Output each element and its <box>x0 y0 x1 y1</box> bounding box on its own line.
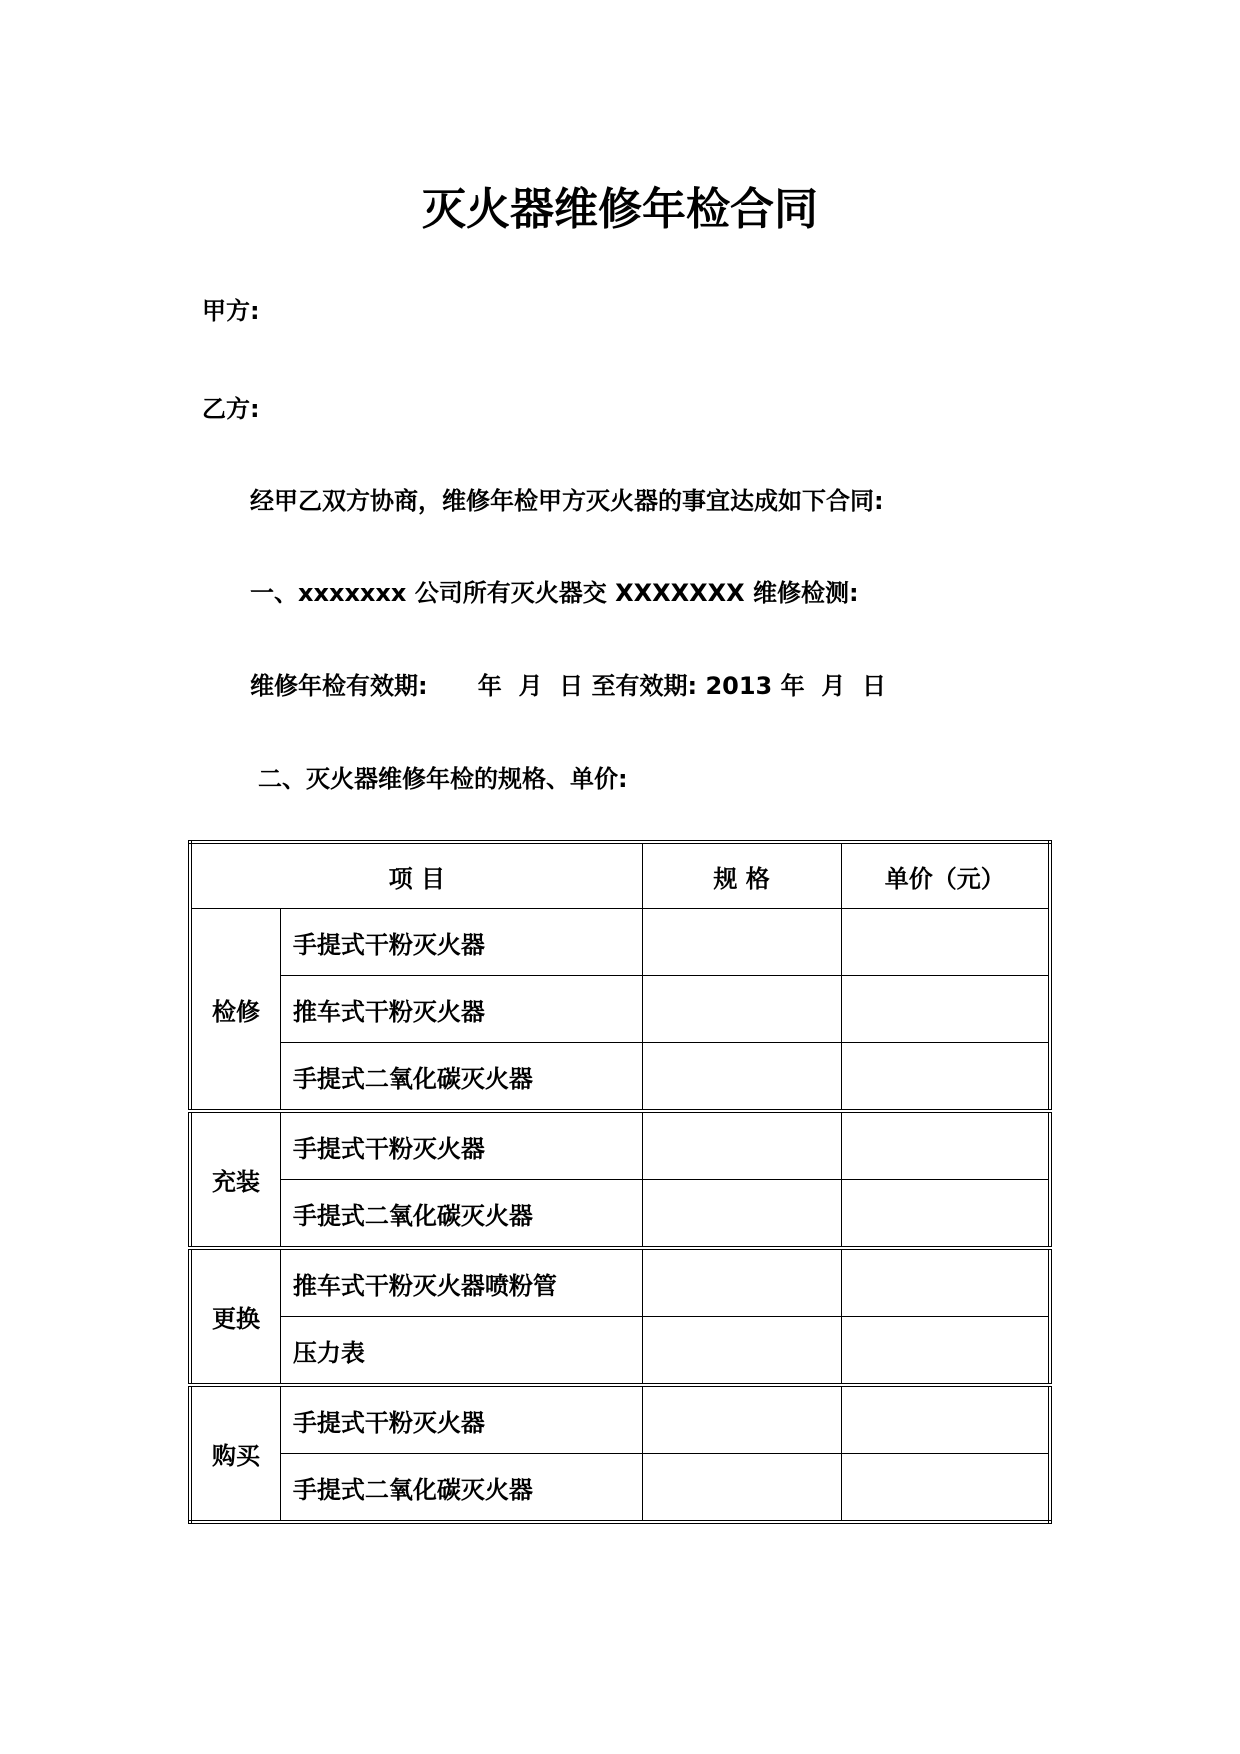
party-a-label: 甲方: <box>202 297 260 325</box>
category-cell: 更换 <box>190 1248 280 1385</box>
table-header-row <box>190 842 1050 909</box>
clause-one: 一、xxxxxxx 公司所有灭火器交 XXXXXXX 维修检测: <box>250 579 859 607</box>
table-row <box>190 1180 1050 1249</box>
price-cell <box>841 1248 1050 1317</box>
item-cell: 手提式二氧化碳灭火器 <box>280 1043 642 1112</box>
spec-cell <box>642 1248 841 1317</box>
validity-line: 维修年检有效期: 年 月 日 至有效期: 2013 年 月 日 <box>250 672 887 700</box>
table-row <box>190 1248 1050 1317</box>
item-cell: 手提式二氧化碳灭火器 <box>280 1180 642 1249</box>
header-item: 项 目 <box>190 842 642 909</box>
item-cell: 手提式二氧化碳灭火器 <box>280 1454 642 1523</box>
price-cell <box>841 976 1050 1043</box>
price-cell <box>841 1111 1050 1180</box>
price-cell <box>841 909 1050 976</box>
spec-cell <box>642 1180 841 1249</box>
spec-cell <box>642 1043 841 1112</box>
spec-cell <box>642 1317 841 1386</box>
contract-title: 灭火器维修年检合同 <box>422 184 818 235</box>
item-cell: 手提式干粉灭火器 <box>280 909 642 976</box>
category-cell: 检修 <box>190 909 280 1112</box>
price-cell <box>841 1454 1050 1523</box>
header-spec: 规 格 <box>642 842 841 909</box>
price-table <box>188 840 1052 1524</box>
clause-two: 二、灭火器维修年检的规格、单价: <box>258 765 628 793</box>
item-cell: 推车式干粉灭火器 <box>280 976 642 1043</box>
party-b-label: 乙方: <box>202 395 260 423</box>
table-row <box>190 1043 1050 1112</box>
price-cell <box>841 1180 1050 1249</box>
table-row <box>190 1111 1050 1180</box>
price-cell <box>841 1043 1050 1112</box>
intro-paragraph: 经甲乙双方协商，维修年检甲方灭火器的事宜达成如下合同: <box>250 487 884 515</box>
spec-cell <box>642 909 841 976</box>
table-row <box>190 1454 1050 1523</box>
table-row <box>190 976 1050 1043</box>
price-cell <box>841 1385 1050 1454</box>
price-cell <box>841 1317 1050 1386</box>
table-row <box>190 1317 1050 1386</box>
spec-cell <box>642 1385 841 1454</box>
item-cell: 手提式干粉灭火器 <box>280 1111 642 1180</box>
spec-cell <box>642 1111 841 1180</box>
item-cell: 压力表 <box>280 1317 642 1386</box>
header-price: 单价（元） <box>841 842 1050 909</box>
item-cell: 推车式干粉灭火器喷粉管 <box>280 1248 642 1317</box>
table-row <box>190 1385 1050 1454</box>
spec-cell <box>642 976 841 1043</box>
category-cell: 充装 <box>190 1111 280 1248</box>
table-row <box>190 909 1050 976</box>
category-cell: 购买 <box>190 1385 280 1522</box>
spec-cell <box>642 1454 841 1523</box>
item-cell: 手提式干粉灭火器 <box>280 1385 642 1454</box>
